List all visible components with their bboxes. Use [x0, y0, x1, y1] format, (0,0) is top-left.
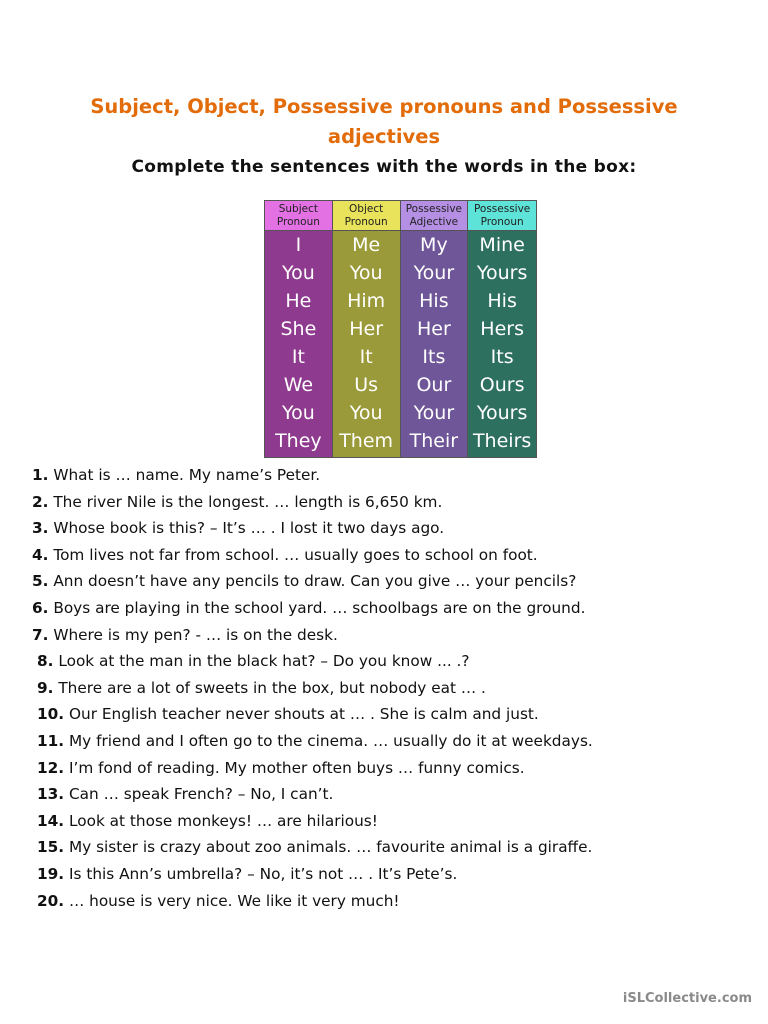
exercise-item: [32, 515, 732, 542]
pronoun-cell: He: [285, 290, 312, 312]
pronoun-cell: She: [280, 318, 317, 340]
header-line: Possessive: [473, 202, 531, 215]
pronoun-cell: Them: [339, 430, 394, 452]
exercise-item: [32, 701, 732, 728]
exercise-item: [32, 861, 732, 888]
pronoun-cell: You: [349, 262, 383, 284]
pronoun-cell: Her: [349, 318, 384, 340]
pronoun-cell: Your: [413, 262, 455, 284]
site-watermark: iSLCollective.com: [622, 991, 752, 1006]
pronoun-cell: Yours: [476, 402, 528, 424]
header-line: Object: [349, 202, 384, 215]
exercise-number: 12.: [37, 758, 65, 777]
pronoun-cell: Yours: [476, 262, 528, 284]
exercise-number: 19.: [37, 864, 65, 883]
pronoun-cell: It: [359, 346, 373, 368]
exercise-item: [32, 781, 732, 808]
exercise-item: [32, 675, 732, 702]
pronoun-column: [468, 201, 536, 457]
exercise-text: Whose book is this? – It’s … . I lost it two days ago.: [48, 519, 445, 538]
exercise-number: 14.: [37, 811, 65, 830]
exercise-text: Can … speak French? – No, I can’t.: [64, 785, 334, 804]
exercise-text: … house is very nice. We like it very much!: [64, 891, 400, 910]
exercise-list: [32, 462, 732, 914]
pronoun-cell: We: [283, 374, 314, 396]
exercise-item: [32, 888, 732, 915]
pronoun-column-header: [265, 201, 332, 231]
pronoun-column: [265, 201, 333, 457]
pronoun-cell: You: [349, 402, 383, 424]
pronoun-column: [401, 201, 469, 457]
pronoun-column: [333, 201, 401, 457]
exercise-number: 8.: [37, 652, 54, 671]
exercise-text: Look at those monkeys! … are hilarious!: [64, 811, 378, 830]
header-line: Pronoun: [344, 215, 388, 228]
pronoun-cell: Its: [490, 346, 514, 368]
pronoun-cell: You: [282, 402, 315, 424]
exercise-text: Ann doesn’t have any pencils to draw. Can you give … your pencils?: [48, 572, 577, 591]
exercise-number: 9.: [37, 678, 54, 697]
exercise-text: Look at the man in the black hat? – Do you know ... .?: [53, 652, 470, 671]
instruction-text: Complete the sentences with the words in the box:: [131, 157, 637, 177]
pronoun-cell: Him: [347, 290, 386, 312]
exercise-item: [32, 648, 732, 675]
exercise-text: I’m fond of reading. My mother often buys … funny comics.: [64, 758, 525, 777]
exercise-item: [32, 462, 732, 489]
exercise-item: [32, 808, 732, 835]
exercise-item: [32, 728, 732, 755]
exercise-item: [32, 622, 732, 649]
pronoun-cell: Your: [413, 402, 455, 424]
exercise-item: [32, 595, 732, 622]
exercise-text: Where is my pen? - … is on the desk.: [48, 625, 338, 644]
pronoun-cell: Theirs: [472, 430, 532, 452]
pronoun-cell: His: [419, 290, 449, 312]
pronoun-cell: Me: [352, 234, 381, 256]
pronoun-cell: Our: [416, 374, 452, 396]
exercise-text: The river Nile is the longest. … length is 6,650 km.: [48, 492, 443, 511]
pronoun-cell: My: [420, 234, 448, 256]
pronoun-cell: Us: [354, 374, 379, 396]
pronoun-column-body: [333, 231, 400, 457]
exercise-number: 3.: [32, 519, 49, 538]
worksheet-title: Subject, Object, Possessive pronouns and Possessive adjectives: [90, 95, 678, 148]
exercise-number: 4.: [32, 545, 49, 564]
pronoun-cell: His: [487, 290, 517, 312]
exercise-number: 6.: [32, 598, 49, 617]
exercise-item: [32, 542, 732, 569]
pronoun-cell: Ours: [479, 374, 525, 396]
pronoun-column-header: [468, 201, 536, 231]
exercise-text: Is this Ann’s umbrella? – No, it’s not … . It’s Pete’s.: [64, 864, 458, 883]
exercise-number: 20.: [37, 891, 65, 910]
pronoun-column-header: [333, 201, 400, 231]
header-line: Pronoun: [480, 215, 524, 228]
pronoun-column-body: [401, 231, 468, 457]
exercise-item: [32, 755, 732, 782]
exercise-number: 11.: [37, 731, 65, 750]
exercise-text: My sister is crazy about zoo animals. … favourite animal is a giraffe.: [64, 838, 593, 857]
exercise-text: What is … name. My name’s Peter.: [48, 466, 321, 484]
pronoun-cell: I: [295, 234, 302, 256]
pronoun-cell: Their: [409, 430, 459, 452]
header-line: Pronoun: [276, 215, 320, 228]
pronoun-cell: Hers: [480, 318, 524, 340]
exercise-number: 15.: [37, 838, 65, 857]
pronoun-cell: Its: [422, 346, 446, 368]
exercise-text: There are a lot of sweets in the box, but nobody eat … .: [53, 678, 486, 697]
exercise-number: 10.: [37, 705, 65, 724]
exercise-number: 1.: [32, 466, 49, 484]
exercise-text: My friend and I often go to the cinema. … usually do it at weekdays.: [64, 731, 593, 750]
exercise-item: [32, 489, 732, 516]
header-line: Adjective: [409, 215, 459, 228]
header-line: Subject: [278, 202, 318, 215]
pronoun-cell: Mine: [479, 234, 525, 256]
exercise-number: 2.: [32, 492, 49, 511]
pronoun-cell: You: [282, 262, 315, 284]
pronoun-cell: They: [275, 430, 322, 452]
exercise-item: [32, 834, 732, 861]
header-line: Possessive: [405, 202, 463, 215]
exercise-number: 13.: [37, 785, 65, 804]
exercise-item: [32, 568, 732, 595]
exercise-text: Boys are playing in the school yard. … schoolbags are on the ground.: [48, 598, 586, 617]
pronoun-cell: It: [291, 346, 305, 368]
pronoun-column-header: [401, 201, 468, 231]
exercise-text: Our English teacher never shouts at … . She is calm and just.: [64, 705, 539, 724]
pronoun-cell: Her: [416, 318, 451, 340]
pronoun-table: [264, 200, 537, 458]
exercise-number: 5.: [32, 572, 49, 591]
exercise-text: Tom lives not far from school. … usually goes to school on foot.: [48, 545, 538, 564]
pronoun-column-body: [265, 231, 332, 457]
exercise-number: 7.: [32, 625, 49, 644]
pronoun-column-body: [468, 231, 536, 457]
